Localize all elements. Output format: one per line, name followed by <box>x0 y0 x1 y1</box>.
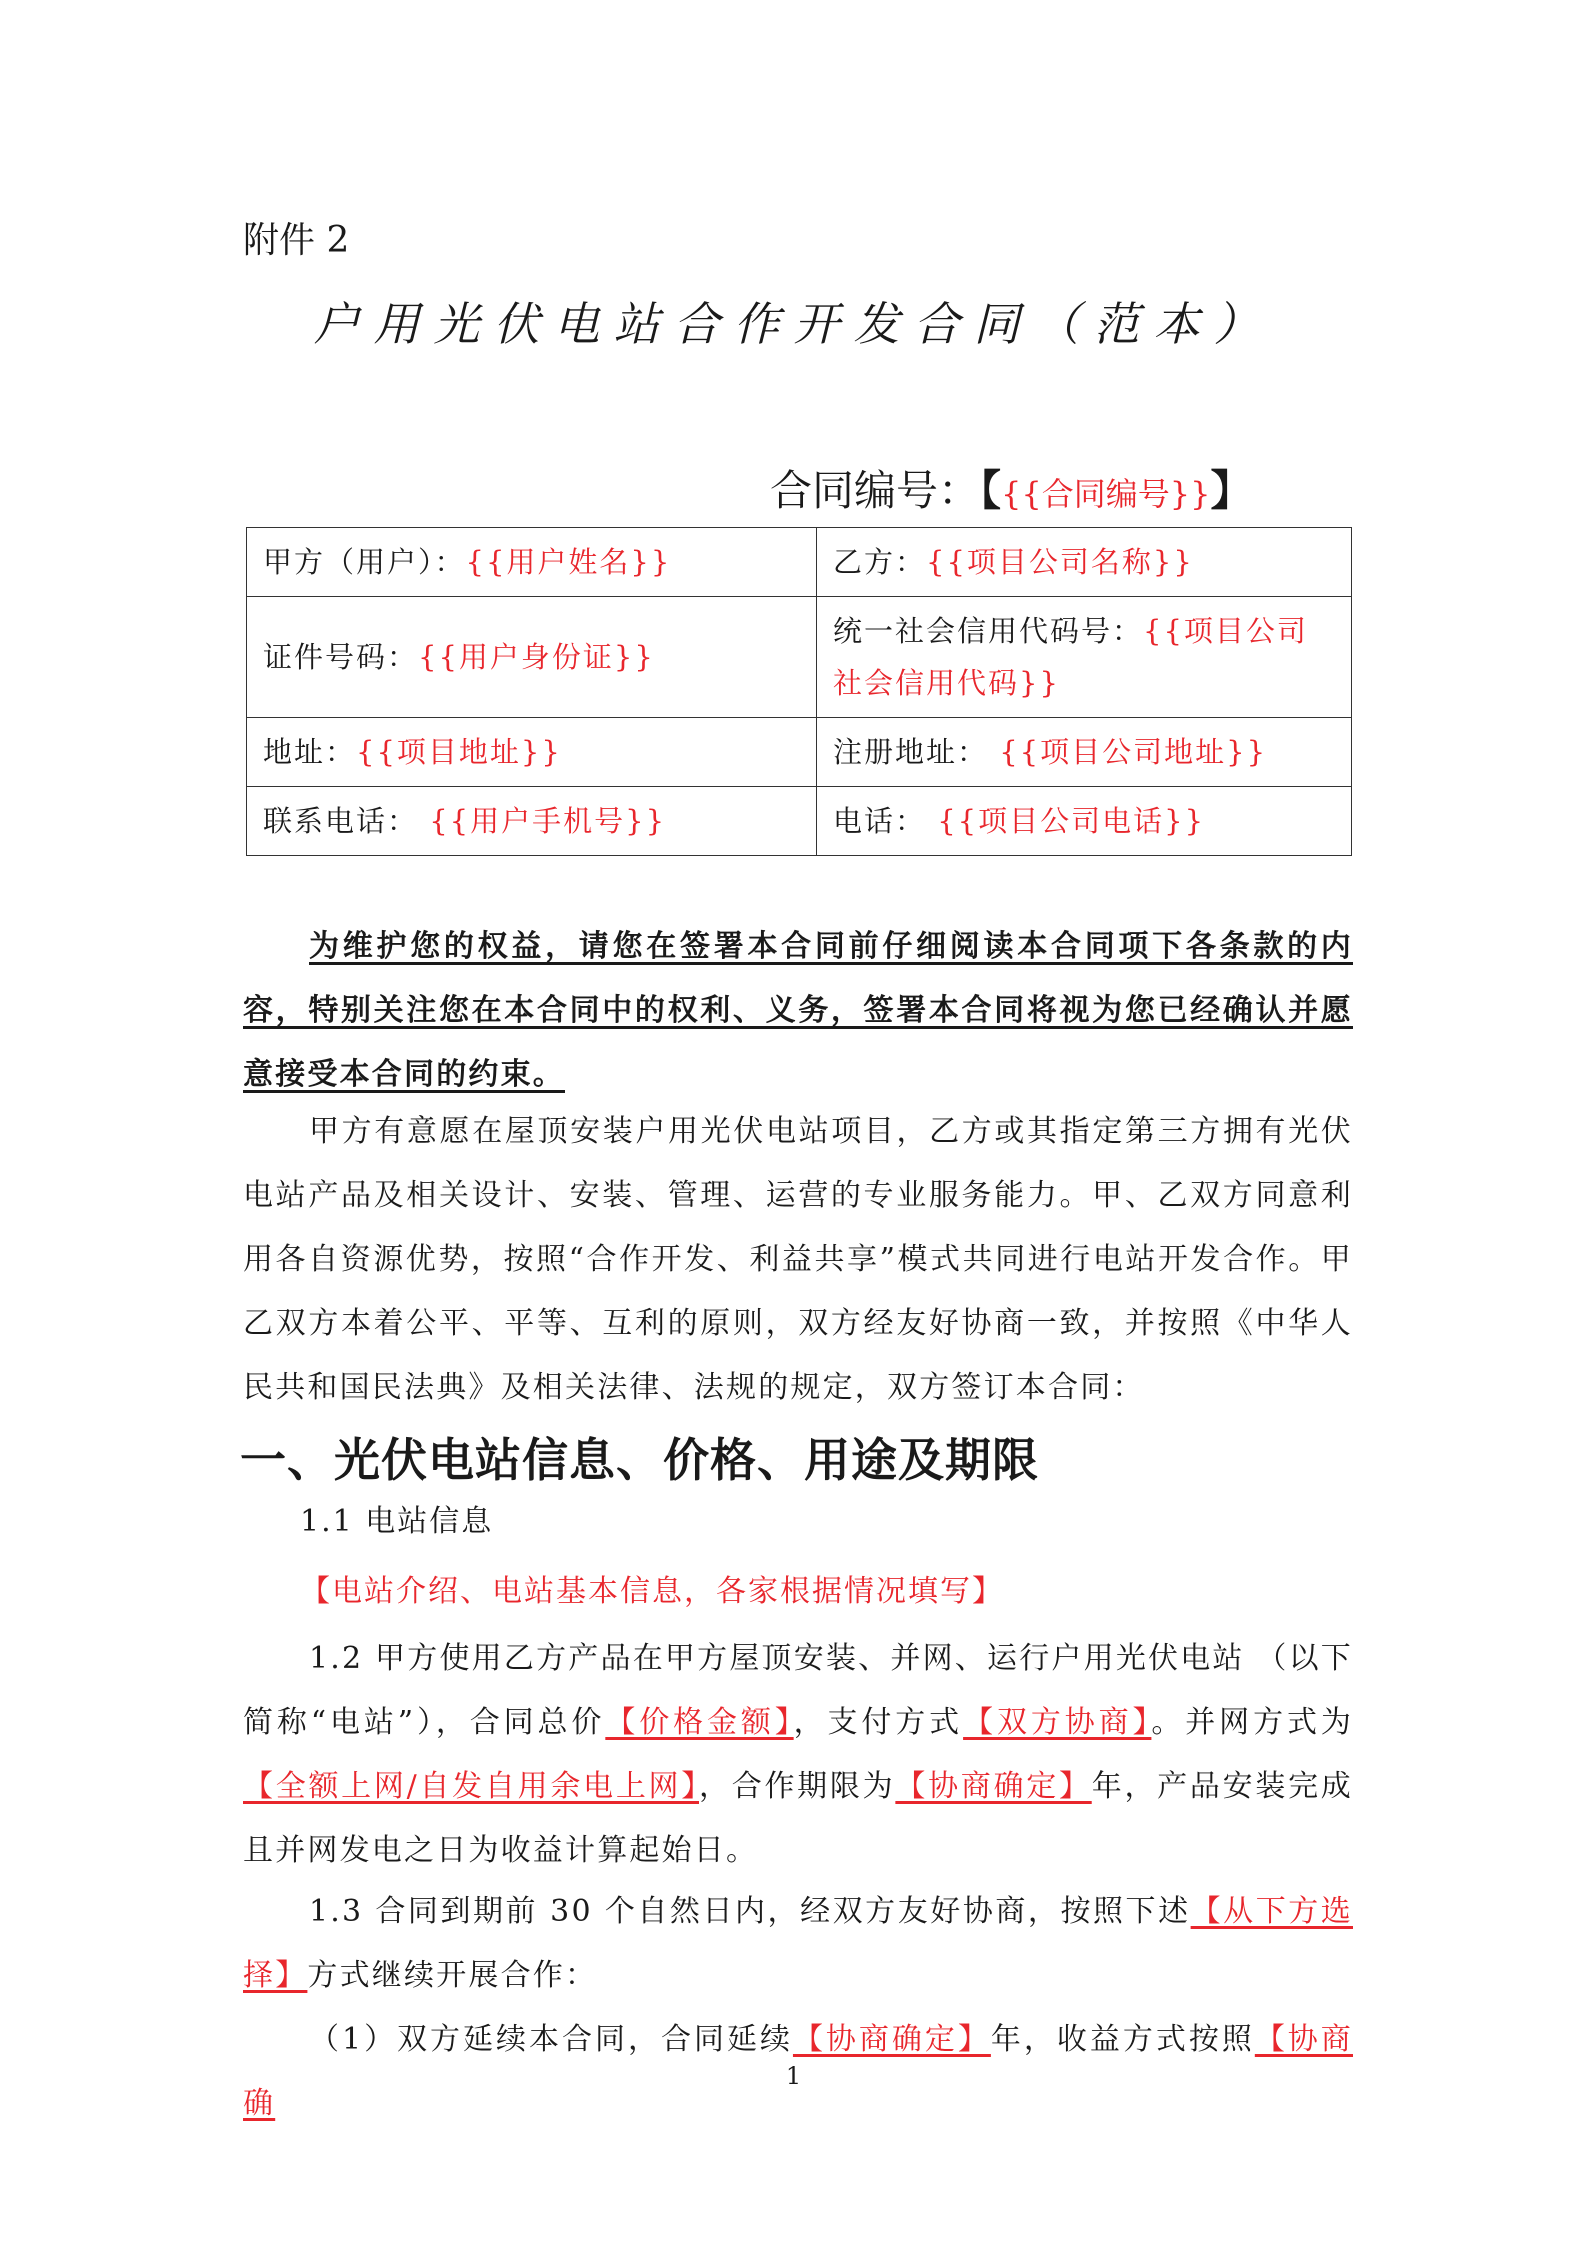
term-placeholder: 【协商确定】 <box>895 1769 1092 1804</box>
bracket-open: 【 <box>980 466 1002 515</box>
clause-text: 方式继续开展合作： <box>307 1958 598 1993</box>
clause-text: ，支付方式 <box>793 1705 964 1740</box>
clause-text: （1）双方延续本合同，合同延续 <box>309 2022 793 2057</box>
phone-cell <box>247 787 817 856</box>
section-heading: 一、光伏电站信息、价格、用途及期限 <box>240 1433 1039 1487</box>
party-info-table <box>246 527 1352 856</box>
party-a-value: {{用户姓名}} <box>465 545 672 579</box>
id-number-label: 证件号码： <box>263 640 419 674</box>
table-row <box>247 528 1352 597</box>
intro-paragraph: 甲方有意愿在屋顶安装户用光伏电站项目，乙方或其指定第三方拥有光伏电站产品及相关设计、安装、管理、运营的专业服务能力。甲、乙双方同意利用各自资源优势，按照“合作开发、利益共享”模式共同进行电站开发合作。甲乙双方本着公平、平等、互利的原则，双方经友好协商一致，并按照《中华人民共和国民法典》及相关法律、法规的规定，双方签订本合同： <box>243 1114 1353 1405</box>
table-row <box>247 718 1352 787</box>
contract-number-label: 合同编号： <box>770 466 981 515</box>
price-placeholder: 【价格金额】 <box>605 1705 794 1740</box>
address-value: {{项目地址}} <box>356 735 562 769</box>
party-b-cell <box>817 528 1352 597</box>
notice-text: 为维护您的权益，请您在签署本合同前仔细阅读本合同项下各条款的内容，特别关注您在本合同中的权利、义务，签署本合同将视为您已经确认并愿意接受本合同的约束。 <box>243 929 1353 1092</box>
clause-text: 1.2 甲方使用乙方产品在甲方屋顶安装、并网、运行户用光伏电站 （以下简称“电站”），合同总价 <box>243 1641 1353 1740</box>
clause-1-1-title: 1.1 电站信息 <box>300 1504 494 1539</box>
bracket-close: 】 <box>1210 466 1253 515</box>
party-a-label: 甲方（用户）： <box>263 545 466 579</box>
party-b-value: {{项目公司名称}} <box>926 545 1194 579</box>
id-number-cell <box>247 597 817 718</box>
clause-text: 1.3 合同到期前 30 个自然日内，经双方友好协商，按照下述 <box>309 1894 1191 1929</box>
choice-placeholder: 【从下方选择】 <box>243 1894 1353 1993</box>
credit-code-value: {{项目公司社会信用代码}} <box>833 614 1308 700</box>
annex-label: 附件 2 <box>243 220 350 261</box>
clause-text: 。并网方式为 <box>1151 1705 1354 1740</box>
payment-placeholder: 【双方协商】 <box>963 1705 1152 1740</box>
page-number: 1 <box>785 2062 802 2090</box>
phone-value: {{用户手机号}} <box>429 804 667 838</box>
address-cell <box>247 718 817 787</box>
reg-address-value: {{项目公司地址}} <box>999 735 1268 769</box>
b-phone-value: {{项目公司电话}} <box>937 804 1206 838</box>
b-phone-cell <box>817 787 1352 856</box>
reg-address-cell <box>817 718 1352 787</box>
clause-text: 年，收益方式按照 <box>990 2022 1255 2057</box>
clause-1-3 <box>243 1880 1353 2008</box>
clause-text: ，合作期限为 <box>699 1769 896 1804</box>
address-label: 地址： <box>263 735 357 769</box>
table-row <box>247 597 1352 718</box>
id-number-value: {{用户身份证}} <box>418 640 655 674</box>
party-a-cell <box>247 528 817 597</box>
party-b-label: 乙方： <box>833 545 927 579</box>
phone-label: 联系电话： <box>263 804 419 838</box>
extension-years-placeholder: 【协商确定】 <box>792 2022 991 2057</box>
grid-mode-placeholder: 【全额上网/自发自用余电上网】 <box>243 1769 699 1804</box>
clause-1-1-placeholder: 【电站介绍、电站基本信息，各家根据情况填写】 <box>300 1574 1004 1609</box>
contract-number-value: {{合同编号}} <box>1001 475 1211 513</box>
table-row <box>247 787 1352 856</box>
clause-1-2 <box>243 1627 1353 1883</box>
credit-code-cell <box>817 597 1352 718</box>
b-phone-label: 电话： <box>833 804 927 838</box>
clause-text: 年，产品安装完成且并网发电之日为收益计算起始日。 <box>243 1769 1353 1868</box>
contract-number <box>770 458 1253 518</box>
credit-code-label: 统一社会信用代码号： <box>833 614 1144 648</box>
revenue-mode-placeholder: 【协商确 <box>243 2022 1353 2121</box>
reg-address-label: 注册地址： <box>833 735 989 769</box>
notice-paragraph <box>243 915 1353 1107</box>
document-title: 户用光伏电站合作开发合同（范本） <box>313 297 1274 351</box>
